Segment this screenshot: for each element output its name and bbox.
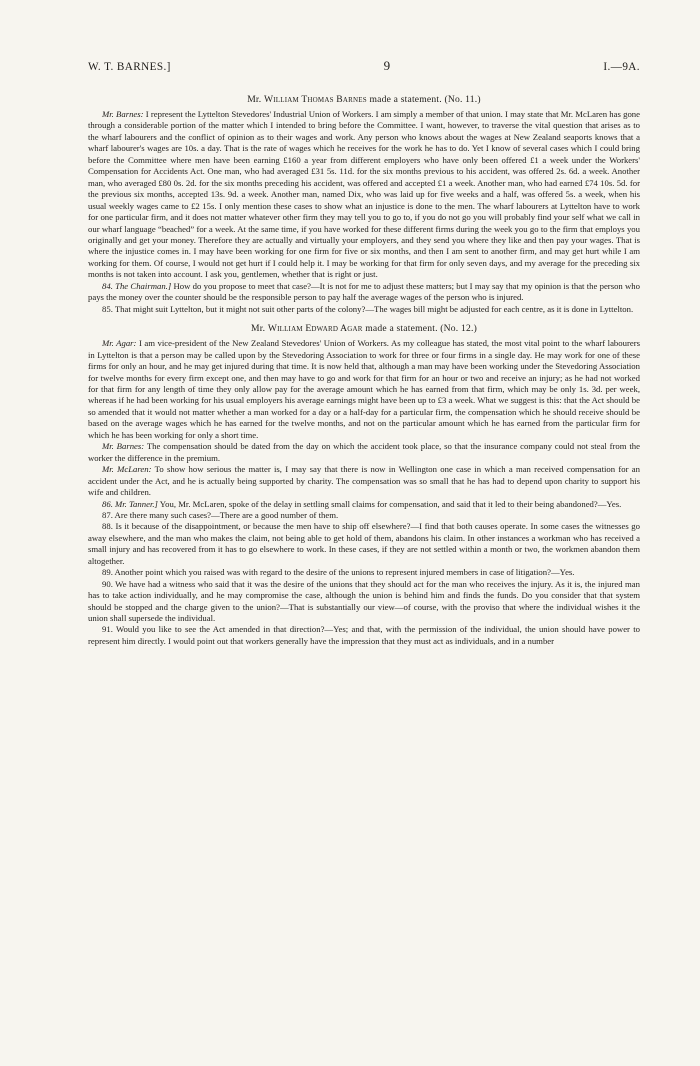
statement-body-agar [88, 338, 640, 647]
statement-body-barnes [88, 109, 640, 315]
paragraph: 87. Are there many such cases?—There are a good number of them. [102, 509, 339, 520]
paragraph: 85. That might suit Lyttelton, but it might not suit other parts of the colony?—The wages bill might be adjusted for each centre, as it is done in Lyttelton. [102, 303, 634, 314]
paragraph: 91. Would you like to see the Act amended in that direction?—Yes; and that, with the permission of the individual, the union should have power to represent him directly. I would point out that workers generally have the impression that they must act as individuals, and in a number [88, 624, 640, 646]
paragraph: 88. Is it because of the disappointment, or because the men have to ship off elsewhere?—I find that both causes operate. In some cases the witnesses go away elsewhere, and the man who makes the claim, not being able to get hold of them, abandons his claim. In other instances a workman who has received a small injury and has recovered from it has to go elsewhere to work. In these cases, if they are not settled within a month or two, the workmen abandon them altogether. [88, 521, 640, 566]
running-header [88, 58, 640, 74]
paragraph: 89. Another point which you raised was with regard to the desire of the unions to represent injured members in case of litigation?—Yes. [102, 567, 575, 578]
paragraph: Mr. Agar: I am vice-president of the New Zealand Stevedores' Union of Workers. As my colleague has stated, the most vital point to the wharf labourers in Lyttelton is that a person may be called upon by the Stevedoring Association to work for three or four firms in a single day. He may work for one of these firms for only an hour, and he may get injured during that time. It is now held that, although a man may have been working under the Stevedoring Association for twelve months for every firm except one, and then may have to go and work for that firm for an hour or two and receive an injury; as he had not worked for that firm for any length of time they only allow pay for the average amount which he has earned from that firm, which may be only 1s. 3d. per week, whereas if he had been working for his usual employers his average earnings might have been up to £3 a week. What we suggest is this: that the Act should be so amended that it would not matter whether a man worked for a day or a half-day for a particular firm, the compensation which he should receive should be based on the average wages which he has earned for the twelve months, and not on the particular amount which he has earned from the particular firm for which he has been working for only a short time. [88, 338, 640, 440]
paragraph: 86. Mr. Tanner.] You, Mr. McLaren, spoke of the delay in settling small claims for compensation, and said that it led to their being abandoned?—Yes. [102, 498, 622, 509]
paragraph: 90. We have had a witness who said that it was the desire of the unions that they should act for the man who receives the injury. As it is, the injured man has to take action individually, and he may compromise the case, although the union is behind him and finds the funds. Do you consider that that system should be stopped and the charge given to the union?—That is substantially our view—of course, with the proviso that where the individual wishes it the union shall supersede the individual. [88, 578, 640, 624]
header-right: I.—9A. [603, 61, 640, 73]
header-left: W. T. BARNES.] [88, 61, 171, 73]
paragraph: Mr. McLaren: To show how serious the matter is, I may say that there is now in Wellington one case in which a man received compensation for an accident under the Act, and he is actually being supported by charity. The compensation was so small that he has had to depend upon charity to support his wife and children. [88, 464, 640, 498]
paragraph: Mr. Barnes: The compensation should be dated from the day on which the accident took place, so that the insurance company could not steal from the worker the difference in the premium. [88, 441, 640, 463]
statement-heading-agar: Mr. William Edward Agar made a statement. (No. 12.) [251, 323, 477, 335]
statement-heading-barnes: Mr. William Thomas Barnes made a statement. (No. 11.) [247, 94, 481, 105]
paragraph: Mr. Barnes: I represent the Lyttelton Stevedores' Industrial Union of Workers. I am simply a member of that union. I may state that Mr. McLaren has gone through a considerable portion of the matter which I intended to bring before the Committee. I want, however, to traverse the vital question that arises as to the wharf labourers and the conflict of opinion as to their wages and work. Any person who knows about the wages at New Zealand seaports knows that a wharf labourer's wages are 10s. a day. That is the rate of wages which he receives for the work he has to do. Yet I know of several cases which I could bring before the Committee where men have been earning £160 a year from different employers who have only been offered £1 a week under the Workers' Compensation for Accidents Act. One man, who had averaged £31 5s. 11d. for the six months previous to his accident, was offered 2s. 6d. a week. Another man, who averaged £80 0s. 2d. for the six months preceding his accident, was offered and accepted £1 a week. Another man, who had earned £74 10s. 5d. for the previous six months, accepted 13s. 9d. a week. Another man, named Dix, who was laid up for five weeks and a half, was offered 5s. a week, when his usual weekly wages came to £2 15s. I only mention these cases to show what an injustice is done to the men. The wharf labourers at Lyttelton have to work for one particular firm, and it does not matter whatever other firm they may tell you to go to, if you do not go you will probably find your self what we call in our wharf language “beached” for a week. At the same time, if you have worked for these different firms during the week you go to the firm that employs you originally and get your money. Therefore they are actually and virtually your employers, and they send you where they like and then pay your wages. That is where the injustice comes in. I may have been working for one firm for five or six months, and then I am sent to another firm, and may get hurt while I am working for them. Of course, I would not get hurt if I could help it. I may be working for that firm for only seven days, and my average for the preceding six months is not taken into account. I ask you, gentlemen, whether that is right or just. [88, 109, 640, 280]
page-number: 9 [383, 58, 391, 73]
paragraph: 84. The Chairman.] How do you propose to meet that case?—It is not for me to adjust these matters; but I may say that my opinion is that the person who pays the money over the counter should be the responsible person to pay half the average wages of the person who is injured. [88, 280, 640, 303]
